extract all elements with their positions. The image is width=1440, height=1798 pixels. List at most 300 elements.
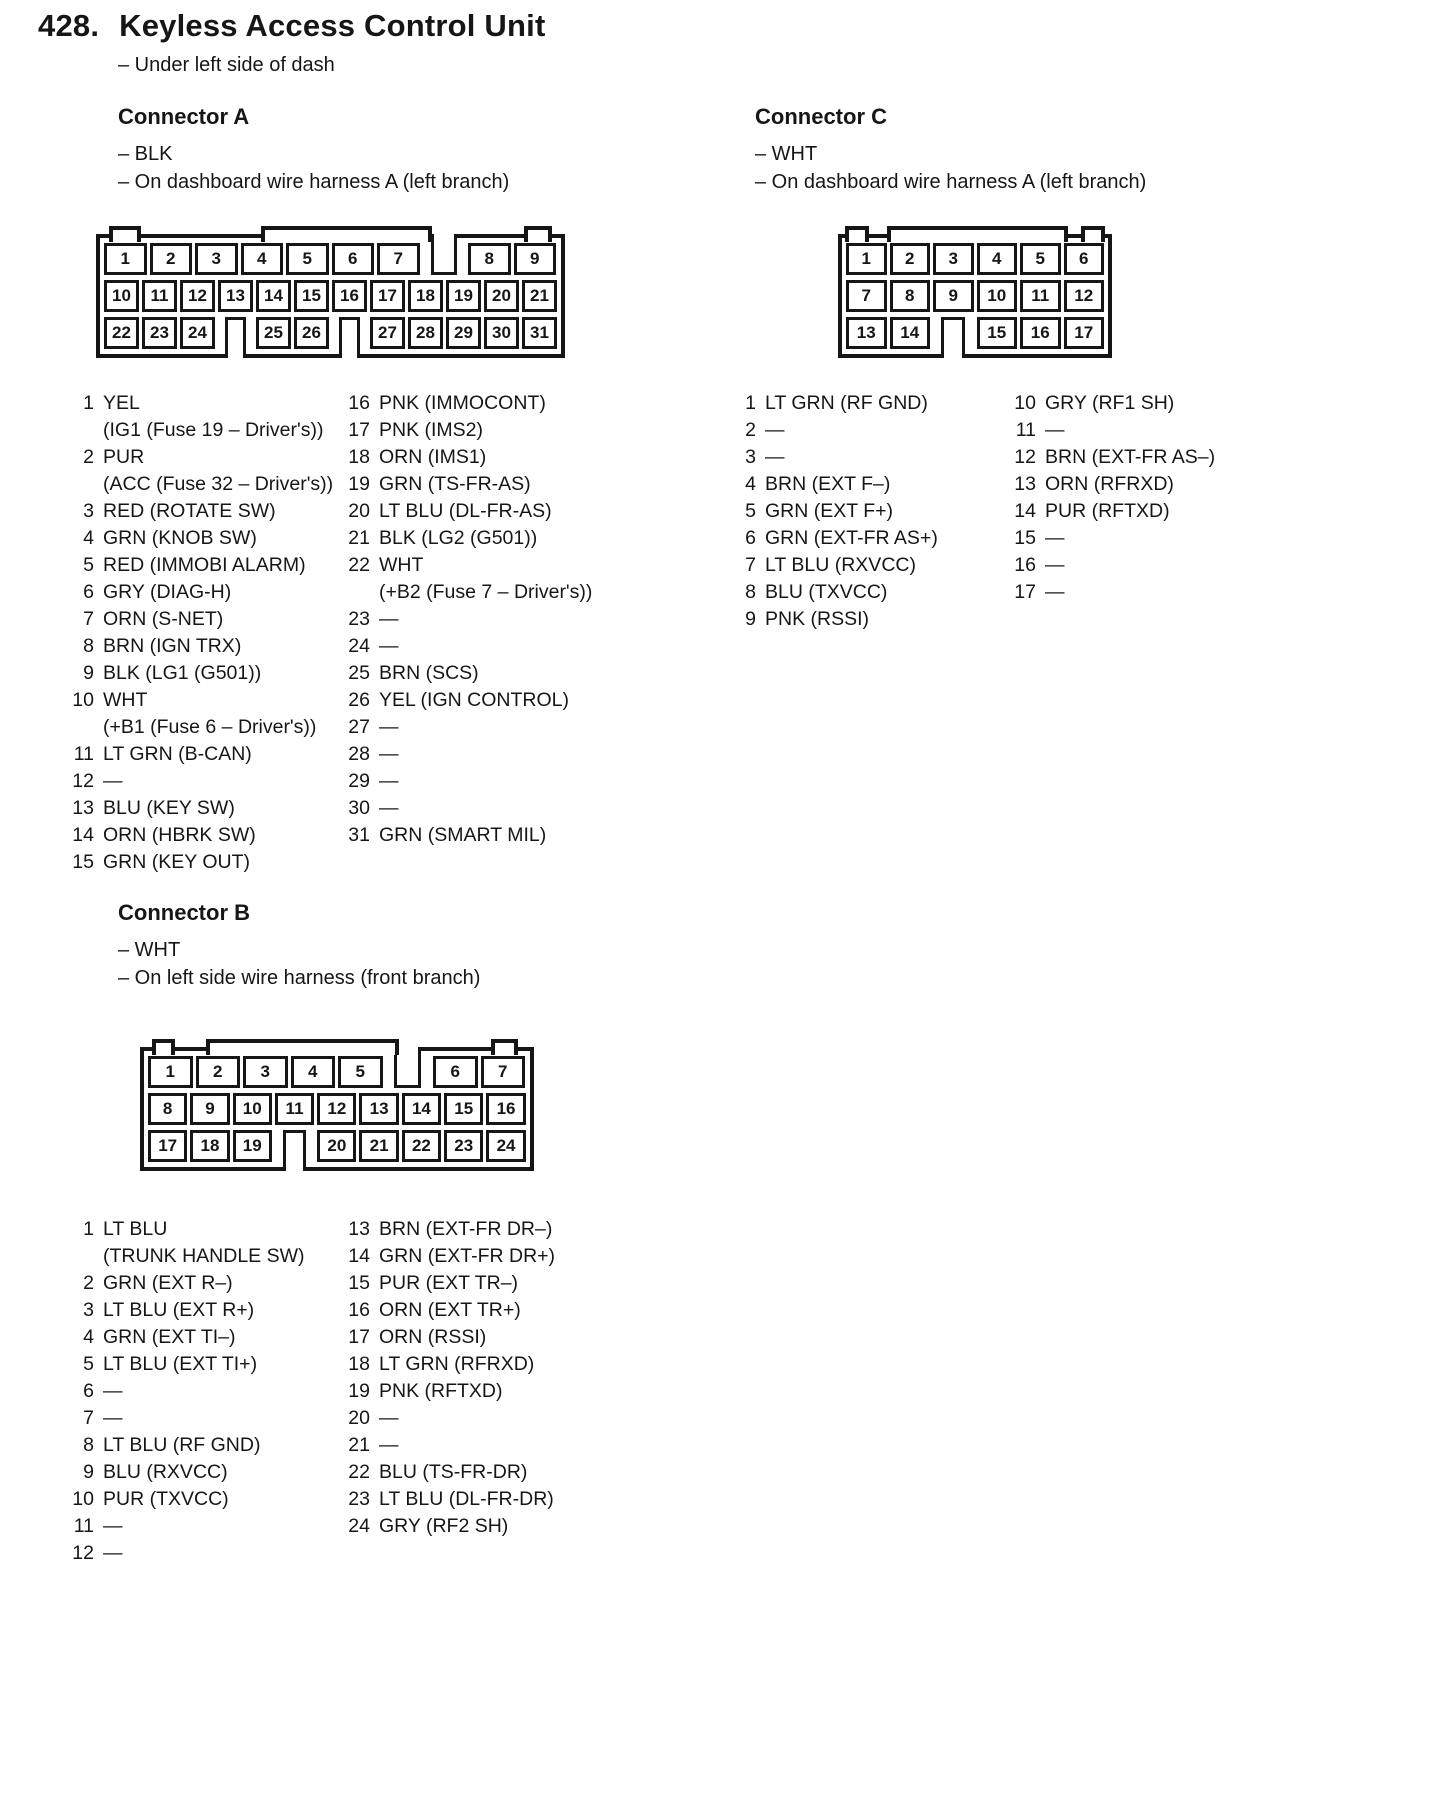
keyway-slot xyxy=(283,1130,307,1171)
pin-label: YEL xyxy=(103,392,140,414)
pin-cell: 3 xyxy=(243,1056,288,1088)
pin-number: 11 xyxy=(73,743,94,765)
pin-cell: 16 xyxy=(1020,317,1061,349)
connector-key-tab xyxy=(524,226,552,242)
pin-number: 5 xyxy=(83,554,94,576)
pin-label: LT GRN (B-CAN) xyxy=(103,743,252,765)
pin-number: 3 xyxy=(83,1299,94,1321)
pin-cell: 29 xyxy=(446,317,481,349)
pin-entry xyxy=(66,768,333,795)
pin-cell: 30 xyxy=(484,317,519,349)
pin-cell: 17 xyxy=(148,1130,187,1162)
pin-label: PNK (RSSI) xyxy=(765,608,870,630)
pin-label: — xyxy=(379,608,399,630)
pin-label: LT BLU (EXT TI+) xyxy=(103,1353,258,1375)
pin-label: — xyxy=(103,1380,123,1402)
pin-cell: 8 xyxy=(148,1093,187,1125)
pin-label: — xyxy=(765,419,785,441)
pin-number: 19 xyxy=(348,1380,370,1402)
pin-cell: 14 xyxy=(402,1093,441,1125)
pin-number: 17 xyxy=(348,419,370,441)
pin-entry xyxy=(342,390,592,417)
pin-label: BLK (LG1 (G501)) xyxy=(103,662,262,684)
pin-cell: 21 xyxy=(522,280,557,312)
pin-label: — xyxy=(103,770,123,792)
pin-number: 21 xyxy=(348,527,370,549)
pin-cell: 23 xyxy=(142,317,177,349)
pin-entry xyxy=(342,1378,555,1405)
pin-cell: 10 xyxy=(977,280,1018,312)
pin-cell: 20 xyxy=(484,280,519,312)
pin-cell: 1 xyxy=(846,243,887,275)
page-header xyxy=(38,8,545,44)
pin-entry xyxy=(342,606,592,633)
connector-b-housing xyxy=(140,1047,534,1171)
pin-entry xyxy=(1008,471,1215,498)
pin-cell: 9 xyxy=(933,280,974,312)
connector-c-housing xyxy=(838,234,1112,358)
pin-number: 18 xyxy=(348,446,370,468)
pin-label: — xyxy=(379,635,399,657)
pin-label: GRY (RF1 SH) xyxy=(1045,392,1175,414)
pin-number: 2 xyxy=(745,419,756,441)
pin-label: BRN (EXT F–) xyxy=(765,473,891,495)
pin-label: PNK (RFTXD) xyxy=(379,1380,503,1402)
pin-number: 30 xyxy=(348,797,370,819)
pin-entry xyxy=(342,1459,555,1486)
pin-number: 15 xyxy=(72,851,94,873)
connector-c-note: – On dashboard wire harness A (left branch) xyxy=(755,171,1147,193)
pin-number: 15 xyxy=(1014,527,1036,549)
pin-cell: 4 xyxy=(291,1056,336,1088)
pin-number: 16 xyxy=(348,392,370,414)
pin-label: — xyxy=(1045,419,1065,441)
pin-cell: 15 xyxy=(977,317,1018,349)
pin-number: 7 xyxy=(83,608,94,630)
pin-cell: 4 xyxy=(977,243,1018,275)
pin-entry xyxy=(342,822,592,849)
pin-entry xyxy=(342,1297,555,1324)
pin-entry xyxy=(342,1216,555,1243)
pin-number: 12 xyxy=(72,1542,94,1564)
pin-entry xyxy=(1008,390,1215,417)
pin-number: 29 xyxy=(348,770,370,792)
pin-number: 4 xyxy=(745,473,756,495)
pin-number: 13 xyxy=(348,1218,370,1240)
pin-number: 13 xyxy=(1014,473,1036,495)
pin-label: — xyxy=(379,716,399,738)
pin-entry xyxy=(728,606,938,633)
keyway-slot xyxy=(941,317,965,358)
connector-b-header xyxy=(118,900,480,992)
pin-number: 10 xyxy=(72,1488,94,1510)
pin-entry xyxy=(66,849,333,876)
connector-a-pins-left xyxy=(66,390,333,876)
connector-b-pins-left xyxy=(66,1216,305,1567)
pin-entry xyxy=(66,1432,305,1459)
pin-cell: 10 xyxy=(104,280,139,312)
connector-key-tab xyxy=(109,226,141,242)
pin-entry xyxy=(342,1486,555,1513)
pin-label: GRN (KNOB SW) xyxy=(103,527,257,549)
pin-entry xyxy=(1008,579,1215,606)
pin-cell: 12 xyxy=(1064,280,1105,312)
pin-label: BRN (EXT-FR DR–) xyxy=(379,1218,553,1240)
pin-label: PUR (EXT TR–) xyxy=(379,1272,519,1294)
keyway-notch xyxy=(933,317,974,349)
pin-cell: 6 xyxy=(332,243,375,275)
pin-number: 13 xyxy=(72,797,94,819)
pin-cell: 4 xyxy=(241,243,284,275)
connector-key-tab xyxy=(206,1039,399,1055)
connector-b-note: – On left side wire harness (front branch) xyxy=(118,967,481,989)
pin-entry xyxy=(728,579,938,606)
pin-label: BRN (EXT-FR AS–) xyxy=(1045,446,1216,468)
pin-cell: 7 xyxy=(481,1056,526,1088)
pin-number: 18 xyxy=(348,1353,370,1375)
pin-label: BLU (TXVCC) xyxy=(765,581,888,603)
pin-row xyxy=(846,280,1104,312)
pin-entry xyxy=(342,714,592,741)
pin-cell: 2 xyxy=(150,243,193,275)
pin-number: 17 xyxy=(1014,581,1036,603)
pin-cell: 22 xyxy=(402,1130,441,1162)
pin-number: 4 xyxy=(83,1326,94,1348)
pin-label: GRN (EXT TI–) xyxy=(103,1326,236,1348)
connector-a-note: – BLK xyxy=(118,143,173,165)
pin-number: 6 xyxy=(745,527,756,549)
pin-cell: 17 xyxy=(1064,317,1105,349)
pin-entry xyxy=(66,1270,305,1297)
connector-key-tab xyxy=(845,226,869,242)
connector-a-note: – On dashboard wire harness A (left branch) xyxy=(118,171,510,193)
pin-cell: 13 xyxy=(218,280,253,312)
pin-cell: 13 xyxy=(359,1093,398,1125)
pin-label: ORN (RFRXD) xyxy=(1045,473,1174,495)
connector-b-pins-right xyxy=(342,1216,555,1540)
pin-cell: 10 xyxy=(233,1093,272,1125)
pin-cell: 9 xyxy=(514,243,557,275)
pin-entry xyxy=(66,498,333,525)
pin-entry xyxy=(342,795,592,822)
pin-number: 7 xyxy=(83,1407,94,1429)
pin-entry xyxy=(66,633,333,660)
pin-number: 2 xyxy=(83,446,94,468)
pin-entry xyxy=(66,1486,305,1513)
pin-entry xyxy=(342,660,592,687)
pin-number: 6 xyxy=(83,581,94,603)
pin-label: GRN (EXT-FR DR+) xyxy=(379,1245,556,1267)
page-title: Keyless Access Control Unit xyxy=(119,8,546,43)
pin-number: 23 xyxy=(348,608,370,630)
connector-key-tab xyxy=(887,226,1068,242)
pin-label: — xyxy=(103,1515,123,1537)
pin-label: BRN (SCS) xyxy=(379,662,479,684)
pin-number: 16 xyxy=(348,1299,370,1321)
pin-label: — xyxy=(1045,554,1065,576)
pin-entry xyxy=(66,525,333,552)
pin-label: WHT xyxy=(103,689,148,711)
pin-entry xyxy=(66,741,333,768)
pin-label: BLK (LG2 (G501)) xyxy=(379,527,538,549)
keyway-notch xyxy=(386,1056,431,1088)
pin-number: 7 xyxy=(745,554,756,576)
pin-label: WHT xyxy=(379,554,424,576)
pin-entry xyxy=(728,498,938,525)
pin-label: LT BLU (EXT R+) xyxy=(103,1299,255,1321)
pin-cell: 16 xyxy=(332,280,367,312)
pin-entry xyxy=(1008,552,1215,579)
pin-number: 4 xyxy=(83,527,94,549)
connector-c-note: – WHT xyxy=(755,143,818,165)
pin-cell: 11 xyxy=(1020,280,1061,312)
pin-number: 17 xyxy=(348,1326,370,1348)
pin-number: 6 xyxy=(83,1380,94,1402)
pin-label: — xyxy=(379,1434,399,1456)
pin-number: 5 xyxy=(83,1353,94,1375)
pin-label: BLU (KEY SW) xyxy=(103,797,235,819)
pin-number: 11 xyxy=(1015,419,1036,441)
pin-cell: 3 xyxy=(195,243,238,275)
connector-b-note: – WHT xyxy=(118,939,181,961)
pin-entry xyxy=(728,525,938,552)
pin-label: GRN (EXT-FR AS+) xyxy=(765,527,938,549)
pin-entry xyxy=(342,1351,555,1378)
pin-number: 27 xyxy=(348,716,370,738)
pin-row xyxy=(148,1130,526,1162)
pin-cell: 8 xyxy=(890,280,931,312)
pin-label: — xyxy=(103,1542,123,1564)
pin-cell: 7 xyxy=(377,243,420,275)
pin-cell: 19 xyxy=(446,280,481,312)
pin-label: RED (ROTATE SW) xyxy=(103,500,276,522)
pin-cell: 12 xyxy=(317,1093,356,1125)
pin-number: 26 xyxy=(348,689,370,711)
pin-entry xyxy=(66,1216,305,1243)
pin-cell: 26 xyxy=(294,317,329,349)
pin-number: 2 xyxy=(83,1272,94,1294)
pin-label: LT BLU (RF GND) xyxy=(103,1434,261,1456)
pin-label: — xyxy=(379,743,399,765)
pin-number: 1 xyxy=(83,1218,94,1240)
pin-cell: 22 xyxy=(104,317,139,349)
pin-label: BRN (IGN TRX) xyxy=(103,635,242,657)
pin-entry xyxy=(342,768,592,795)
keyway-notch xyxy=(332,317,367,349)
pin-label: ORN (HBRK SW) xyxy=(103,824,256,846)
connector-c-title: Connector C xyxy=(755,104,887,129)
pin-entry xyxy=(342,1513,555,1540)
connector-c-header xyxy=(755,104,1146,196)
pin-cell: 14 xyxy=(890,317,931,349)
pin-number: 24 xyxy=(348,635,370,657)
pin-row xyxy=(104,243,557,275)
pin-entry xyxy=(66,1297,305,1324)
pin-number: 9 xyxy=(83,1461,94,1483)
connector-a-title: Connector A xyxy=(118,104,250,129)
pin-label: LT GRN (RF GND) xyxy=(765,392,928,414)
keyway-slot xyxy=(339,317,360,358)
pin-label: ORN (S-NET) xyxy=(103,608,224,630)
pin-number: 24 xyxy=(348,1515,370,1537)
keyway-notch xyxy=(423,243,466,275)
section-number: 428. xyxy=(38,8,100,43)
pin-label: BLU (RXVCC) xyxy=(103,1461,228,1483)
pin-cell: 17 xyxy=(370,280,405,312)
pin-entry xyxy=(66,1540,305,1567)
pin-cell: 3 xyxy=(933,243,974,275)
pin-cell: 24 xyxy=(486,1130,525,1162)
pin-row xyxy=(104,317,557,349)
pin-number: 10 xyxy=(72,689,94,711)
pin-number: 8 xyxy=(83,635,94,657)
connector-key-tab xyxy=(261,226,432,242)
pin-number: 14 xyxy=(1014,500,1036,522)
pin-entry xyxy=(66,795,333,822)
pin-entry xyxy=(66,687,333,714)
pin-number: 11 xyxy=(73,1515,94,1537)
pin-number: 9 xyxy=(745,608,756,630)
pin-entry xyxy=(66,1324,305,1351)
pin-entry xyxy=(342,1270,555,1297)
pin-entry xyxy=(342,1243,555,1270)
pin-entry xyxy=(342,525,592,552)
connector-key-tab xyxy=(491,1039,518,1055)
pin-cell: 15 xyxy=(444,1093,483,1125)
pin-number: 3 xyxy=(83,500,94,522)
keyway-notch xyxy=(218,317,253,349)
pin-cell: 1 xyxy=(104,243,147,275)
pin-label: YEL (IGN CONTROL) xyxy=(379,689,569,711)
pin-label: ORN (EXT TR+) xyxy=(379,1299,521,1321)
pin-entry xyxy=(342,552,592,579)
pin-number: 19 xyxy=(348,473,370,495)
pin-number: 9 xyxy=(83,662,94,684)
connector-c-pins-right xyxy=(1008,390,1215,606)
pin-number: 16 xyxy=(1014,554,1036,576)
connector-b-diagram xyxy=(140,1033,534,1171)
pin-entry xyxy=(66,1351,305,1378)
keyway-notch xyxy=(275,1130,314,1162)
pin-number: 22 xyxy=(348,554,370,576)
pin-entry xyxy=(728,390,938,417)
pin-cell: 24 xyxy=(180,317,215,349)
pin-number: 21 xyxy=(348,1434,370,1456)
pin-number: 1 xyxy=(83,392,94,414)
pin-label: PUR xyxy=(103,446,145,468)
pin-cell: 19 xyxy=(233,1130,272,1162)
pin-cell: 8 xyxy=(468,243,511,275)
pin-number: 12 xyxy=(72,770,94,792)
pin-entry xyxy=(342,444,592,471)
pin-entry xyxy=(66,660,333,687)
pin-cell: 2 xyxy=(890,243,931,275)
pin-label: — xyxy=(1045,527,1065,549)
pin-sublabel: (+B1 (Fuse 6 – Driver's)) xyxy=(103,716,317,738)
pin-number: 20 xyxy=(348,500,370,522)
pin-label: GRN (EXT R–) xyxy=(103,1272,233,1294)
pin-cell: 1 xyxy=(148,1056,193,1088)
pin-sublabel: (+B2 (Fuse 7 – Driver's)) xyxy=(379,581,593,603)
pin-cell: 18 xyxy=(408,280,443,312)
connector-a-header xyxy=(118,104,509,196)
pin-label: ORN (RSSI) xyxy=(379,1326,487,1348)
pin-label: RED (IMMOBI ALARM) xyxy=(103,554,306,576)
pin-entry xyxy=(66,1513,305,1540)
pin-label: PUR (RFTXD) xyxy=(1045,500,1170,522)
pin-label: GRN (KEY OUT) xyxy=(103,851,250,873)
connector-a-diagram xyxy=(96,220,565,358)
pin-entry xyxy=(66,606,333,633)
pin-entry xyxy=(342,417,592,444)
pin-number: 5 xyxy=(745,500,756,522)
pin-label: PNK (IMS2) xyxy=(379,419,484,441)
pin-cell: 13 xyxy=(846,317,887,349)
pin-number: 1 xyxy=(745,392,756,414)
connector-c-pins-left xyxy=(728,390,938,633)
pin-label: LT BLU (DL-FR-AS) xyxy=(379,500,552,522)
pin-number: 10 xyxy=(1014,392,1036,414)
pin-number: 3 xyxy=(745,446,756,468)
pin-entry xyxy=(1008,417,1215,444)
pin-entry xyxy=(342,633,592,660)
pin-label: — xyxy=(1045,581,1065,603)
pin-entry xyxy=(66,579,333,606)
pin-entry xyxy=(66,1459,305,1486)
pin-cell: 20 xyxy=(317,1130,356,1162)
pin-label: GRY (DIAG-H) xyxy=(103,581,232,603)
pin-entry xyxy=(728,417,938,444)
pin-number: 12 xyxy=(1014,446,1036,468)
pin-entry xyxy=(342,1405,555,1432)
pin-number: 14 xyxy=(348,1245,370,1267)
connector-a-pins-right xyxy=(342,390,592,849)
pin-number: 8 xyxy=(745,581,756,603)
pin-entry xyxy=(1008,444,1215,471)
pin-cell: 18 xyxy=(190,1130,229,1162)
pin-label: BLU (TS-FR-DR) xyxy=(379,1461,528,1483)
pin-label: LT BLU (DL-FR-DR) xyxy=(379,1488,554,1510)
pin-label: — xyxy=(379,1407,399,1429)
pin-sublabel: (IG1 (Fuse 19 – Driver's)) xyxy=(103,419,324,441)
pin-cell: 5 xyxy=(286,243,329,275)
pin-cell: 16 xyxy=(486,1093,525,1125)
pin-cell: 25 xyxy=(256,317,291,349)
pin-entry xyxy=(342,687,592,714)
pin-row xyxy=(846,317,1104,349)
keyway-slot xyxy=(225,317,246,358)
pin-cell: 14 xyxy=(256,280,291,312)
keyway-slot xyxy=(431,234,457,275)
pin-label: ORN (IMS1) xyxy=(379,446,487,468)
pin-entry xyxy=(728,471,938,498)
pin-number: 8 xyxy=(83,1434,94,1456)
pin-cell: 11 xyxy=(275,1093,314,1125)
pin-row xyxy=(104,280,557,312)
connector-b-title: Connector B xyxy=(118,900,250,925)
connector-c-diagram xyxy=(838,220,1112,358)
pin-number: 23 xyxy=(348,1488,370,1510)
pin-cell: 11 xyxy=(142,280,177,312)
pin-number: 28 xyxy=(348,743,370,765)
pin-label: PNK (IMMOCONT) xyxy=(379,392,546,414)
pin-cell: 5 xyxy=(338,1056,383,1088)
pin-label: GRN (SMART MIL) xyxy=(379,824,547,846)
pin-cell: 6 xyxy=(433,1056,478,1088)
pin-entry xyxy=(66,1378,305,1405)
pin-entry xyxy=(342,471,592,498)
connector-a-housing xyxy=(96,234,565,358)
